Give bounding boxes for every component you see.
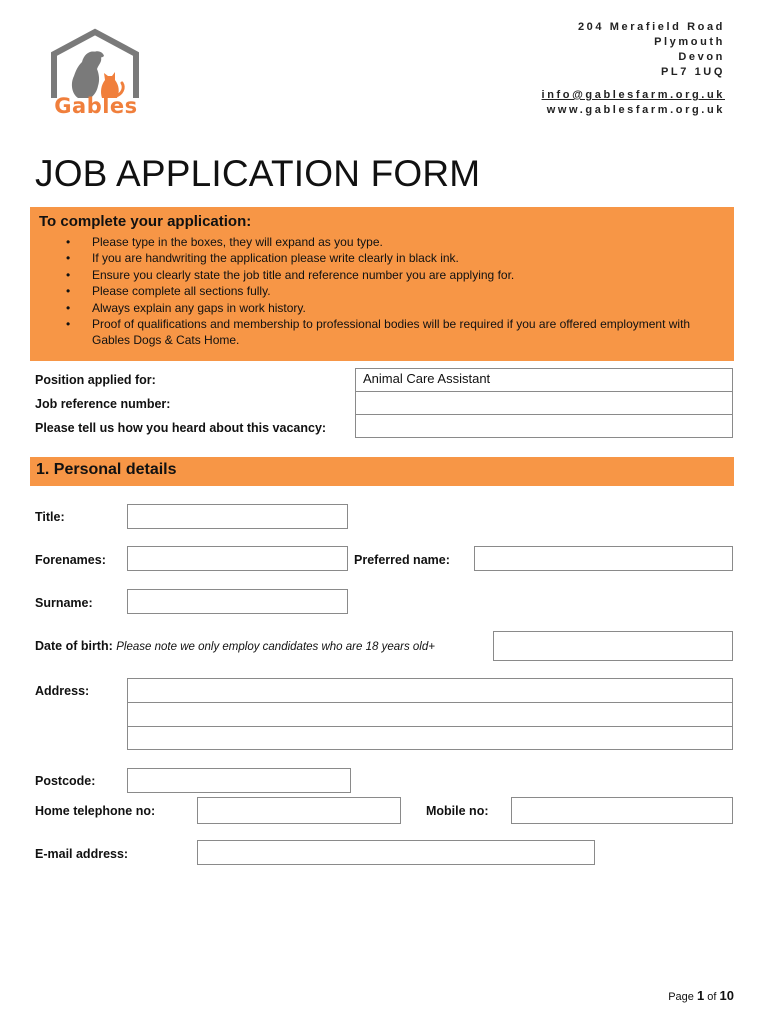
address-line-2-input[interactable] xyxy=(127,702,733,727)
title-input[interactable] xyxy=(127,504,348,529)
instructions-list xyxy=(39,234,734,349)
address-line-1: 204 Merafield Road xyxy=(577,21,725,33)
instructions-box xyxy=(30,207,734,361)
page-word: Page xyxy=(668,991,694,1003)
position-label: Position applied for: xyxy=(35,373,156,387)
of-word: of xyxy=(707,991,717,1003)
current-page: 1 xyxy=(696,988,705,1003)
address-line-4: PL7 1UQ xyxy=(660,66,725,78)
gables-logo xyxy=(48,28,143,123)
dob-input[interactable] xyxy=(493,631,733,661)
instruction-item: • Please type in the boxes, they will expand as you type. xyxy=(39,234,734,250)
dob-note: Please note we only employ candidates who are 18 years old+ xyxy=(116,641,435,653)
reference-label: Job reference number: xyxy=(35,397,171,411)
instruction-item: • Always explain any gaps in work history. xyxy=(39,300,734,316)
website-text: www.gablesfarm.org.uk xyxy=(546,104,725,116)
total-pages: 10 xyxy=(719,988,734,1003)
page-title: JOB APPLICATION FORM xyxy=(35,153,481,194)
position-field[interactable]: Animal Care Assistant xyxy=(355,368,733,392)
forenames-label: Forenames: xyxy=(35,553,106,567)
section-personal-details: 1. Personal details xyxy=(30,457,734,486)
address-line-3-input[interactable] xyxy=(127,726,733,750)
heard-field[interactable] xyxy=(355,414,733,438)
forenames-input[interactable] xyxy=(127,546,348,571)
surname-label: Surname: xyxy=(35,596,93,610)
preferred-name-label: Preferred name: xyxy=(354,553,450,567)
instruction-item: • Proof of qualifications and membership to professional bodies will be required if you are offered employment with Gables Dogs & Cats Home. xyxy=(39,316,734,349)
email-input[interactable] xyxy=(197,840,595,865)
email-link[interactable]: info@gablesfarm.org.uk xyxy=(541,89,725,101)
heard-label: Please tell us how you heard about this vacancy: xyxy=(35,421,327,435)
home-telephone-input[interactable] xyxy=(197,797,401,824)
reference-field[interactable] xyxy=(355,391,733,415)
home-telephone-label: Home telephone no: xyxy=(35,804,156,818)
address-line-3: Devon xyxy=(678,51,725,63)
title-label: Title: xyxy=(35,510,65,524)
instruction-item: • Please complete all sections fully. xyxy=(39,283,734,299)
preferred-name-input[interactable] xyxy=(474,546,733,571)
mobile-input[interactable] xyxy=(511,797,733,824)
instruction-item: • Ensure you clearly state the job title and reference number you are applying for. xyxy=(39,267,734,283)
address-line-1-input[interactable] xyxy=(127,678,733,703)
postcode-input[interactable] xyxy=(127,768,351,793)
instructions-heading: To complete your application: xyxy=(39,213,252,230)
organisation-address xyxy=(542,20,725,118)
address-label: Address: xyxy=(35,684,90,698)
page-number xyxy=(668,988,734,1003)
surname-input[interactable] xyxy=(127,589,348,614)
mobile-label: Mobile no: xyxy=(426,804,489,818)
email-label: E-mail address: xyxy=(35,847,129,861)
postcode-label: Postcode: xyxy=(35,774,96,788)
dob-label: Date of birth: Please note we only employ candidates who are 18 years old+ xyxy=(35,639,435,653)
logo-text: Gables xyxy=(54,94,138,118)
instruction-item: • If you are handwriting the application please write clearly in black ink. xyxy=(39,250,734,266)
address-line-2: Plymouth xyxy=(654,36,725,48)
